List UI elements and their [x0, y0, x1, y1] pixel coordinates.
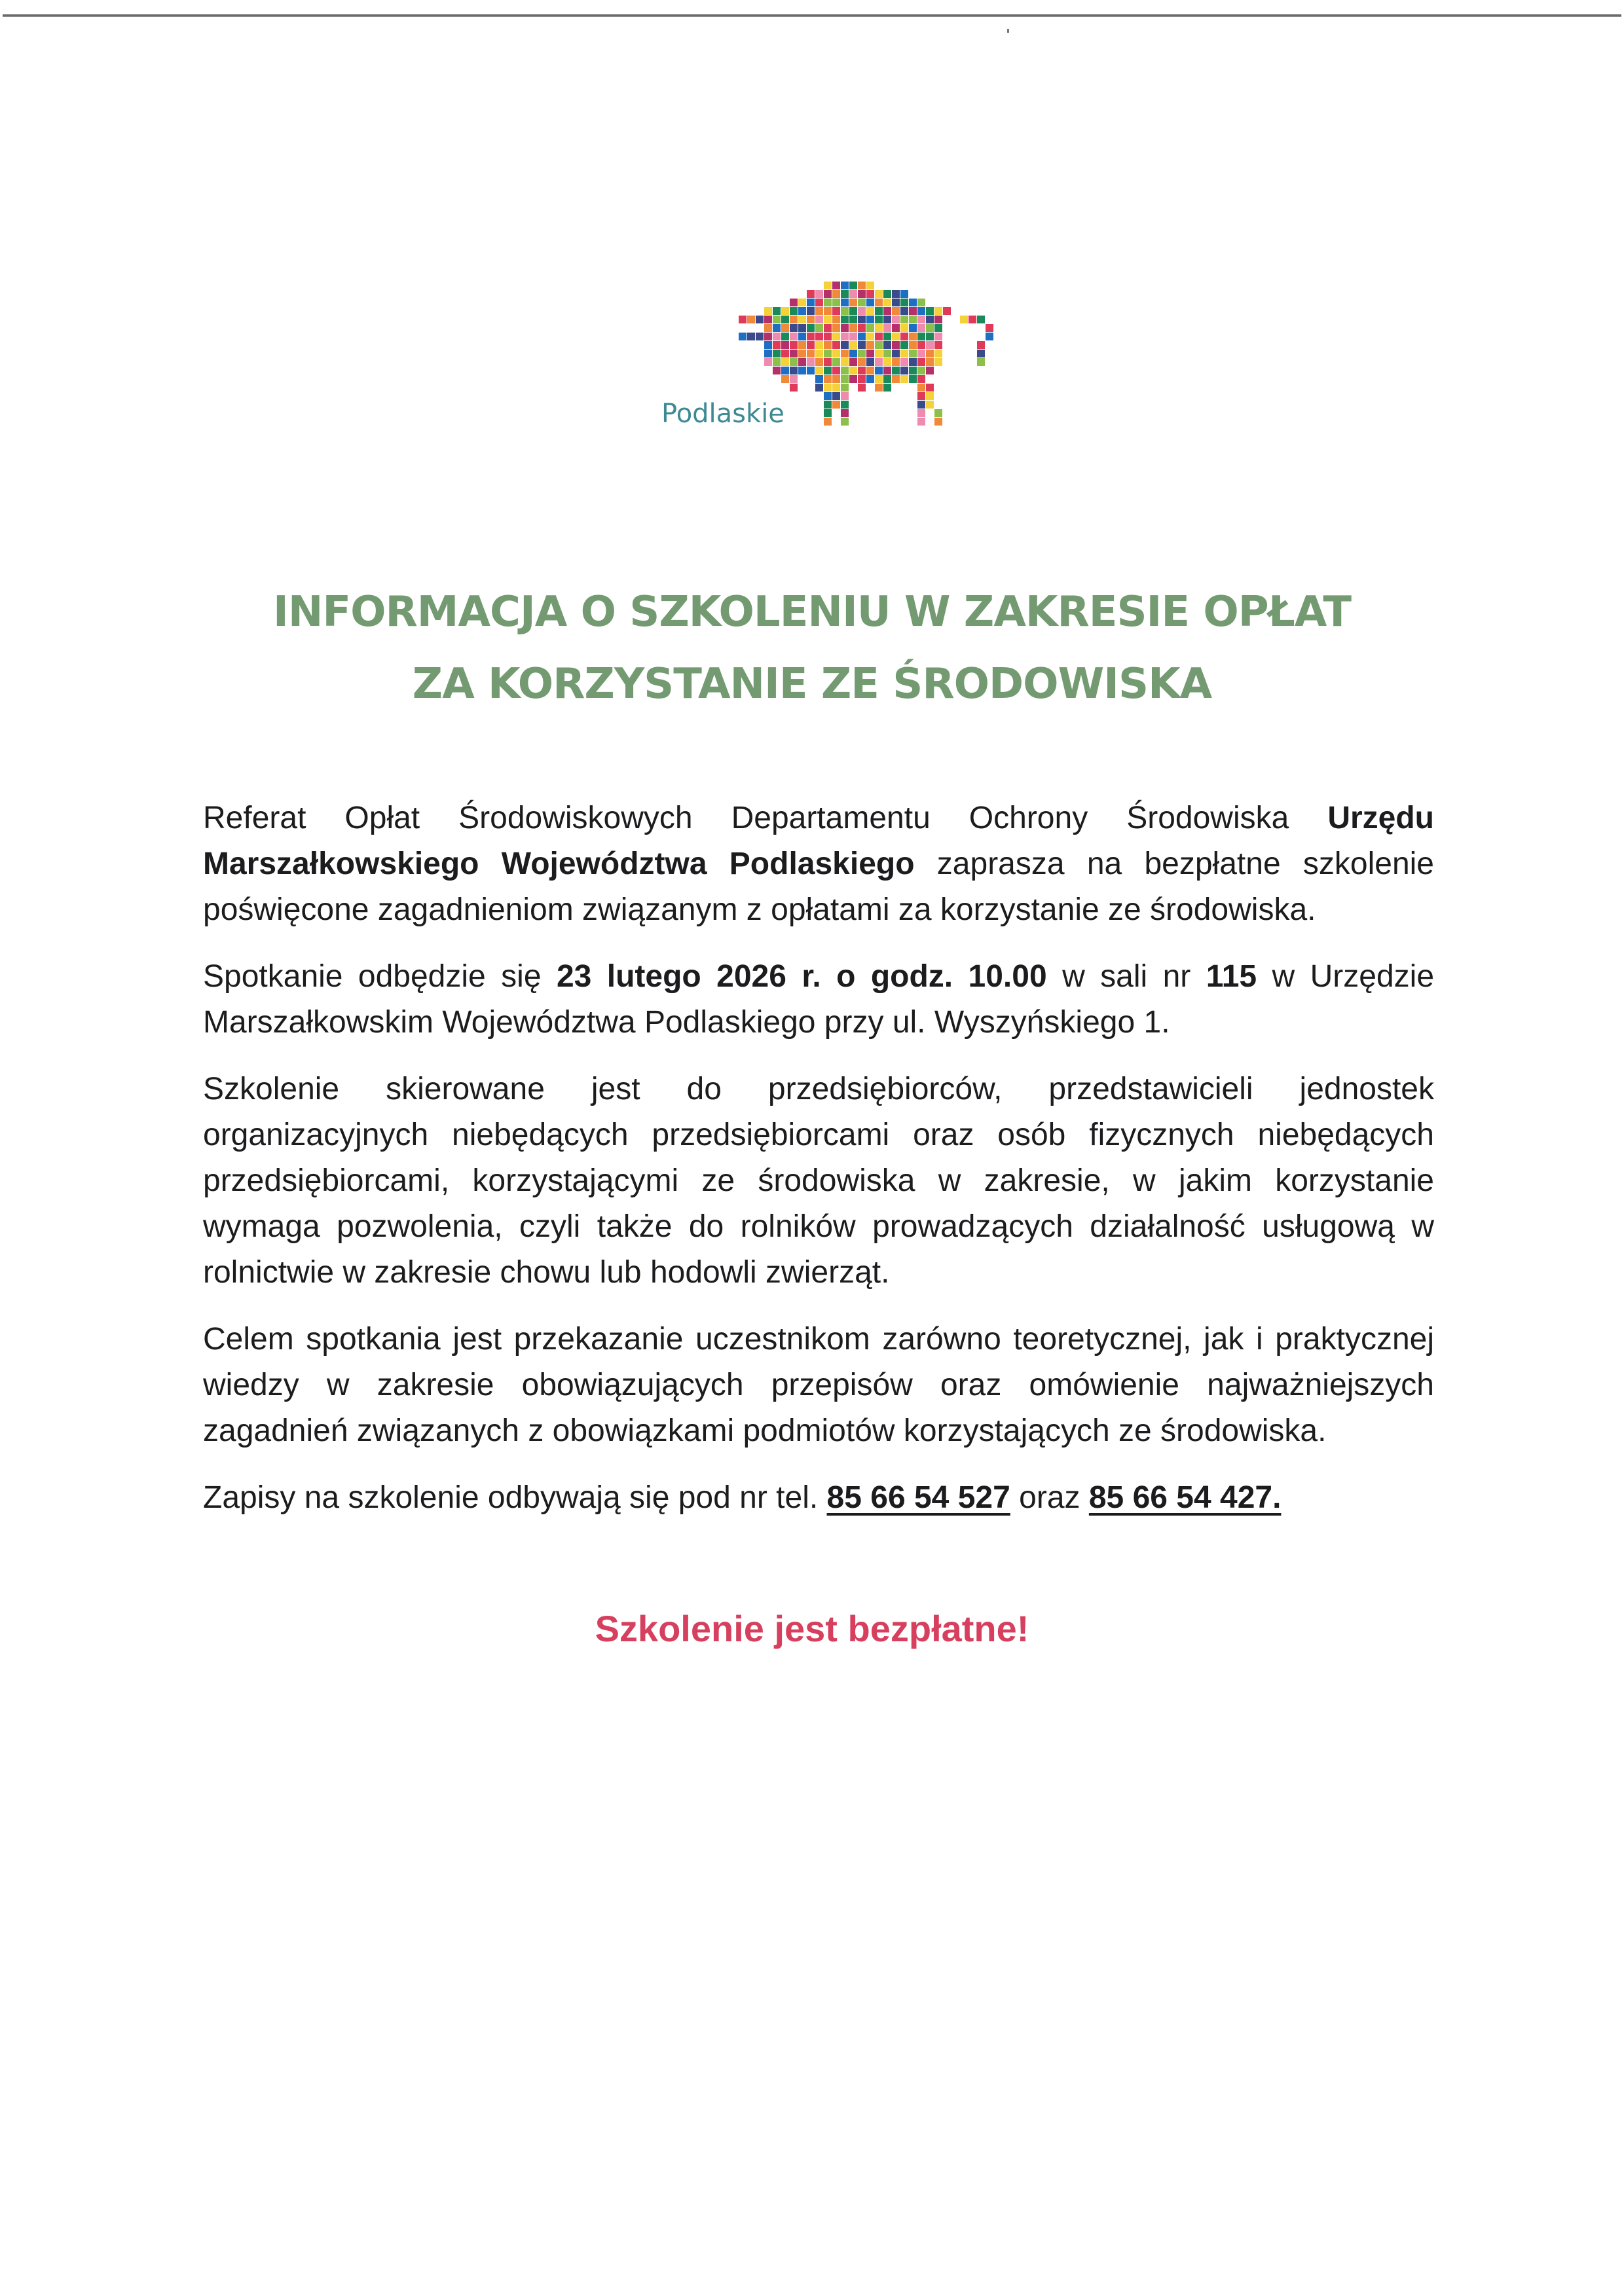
logo-pixel	[764, 350, 772, 357]
logo-pixel	[798, 324, 806, 332]
logo-pixel	[739, 333, 747, 340]
logo-pixel	[824, 299, 832, 306]
logo-pixel	[773, 367, 781, 374]
logo-pixel	[849, 324, 857, 332]
logo-pixel	[900, 324, 908, 332]
logo-pixel	[739, 316, 747, 323]
logo-pixel	[892, 367, 900, 374]
logo-pixel	[892, 341, 900, 349]
logo-pixel	[926, 333, 934, 340]
logo-pixel	[917, 333, 925, 340]
logo-pixel	[841, 290, 849, 298]
logo-pixel	[824, 341, 832, 349]
logo-pixel	[858, 384, 866, 392]
logo-pixel	[815, 316, 823, 323]
registration-conjunction: oraz	[1010, 1480, 1089, 1515]
logo-pixel	[764, 341, 772, 349]
logo-pixel	[858, 324, 866, 332]
logo-pixel	[773, 341, 781, 349]
logo-pixel	[832, 307, 840, 315]
logo-pixel	[926, 392, 934, 400]
logo-pixel	[926, 367, 934, 374]
logo-pixel	[815, 375, 823, 383]
logo-pixel	[883, 350, 891, 357]
logo-pixel	[815, 367, 823, 374]
logo-pixel	[824, 367, 832, 374]
logo-pixel	[764, 307, 772, 315]
logo-pixel	[807, 316, 815, 323]
paragraph-registration	[203, 1475, 1434, 1521]
logo-pixel	[900, 333, 908, 340]
meeting-location: w Urzędzie Marszałkowskim Województwa Podlaskiego przy ul. Wyszyńskiego 1.	[203, 959, 1435, 1040]
logo-pixel	[858, 307, 866, 315]
logo-pixel	[798, 316, 806, 323]
logo-pixel	[824, 384, 832, 392]
logo-pixel	[875, 384, 883, 392]
logo-pixel	[790, 341, 798, 349]
logo-pixel	[900, 350, 908, 357]
logo-pixel	[858, 375, 866, 383]
logo-pixel	[832, 333, 840, 340]
logo-pixel	[841, 392, 849, 400]
logo-pixel	[917, 307, 925, 315]
logo-pixel	[824, 358, 832, 366]
logo-pixel	[917, 341, 925, 349]
scan-edge-line	[3, 14, 1621, 17]
logo-pixel	[824, 401, 832, 409]
logo-pixel	[824, 282, 832, 289]
logo-pixel	[798, 307, 806, 315]
logo-pixel	[790, 350, 798, 357]
logo-pixel	[866, 350, 874, 357]
logo-pixel	[815, 290, 823, 298]
logo-pixel	[849, 341, 857, 349]
logo-pixel	[875, 341, 883, 349]
logo-pixel	[832, 392, 840, 400]
logo-pixel	[781, 358, 789, 366]
logo-pixel	[798, 341, 806, 349]
logo-pixel	[832, 350, 840, 357]
logo-pixel	[900, 375, 908, 383]
logo-pixel	[858, 341, 866, 349]
logo-pixel	[858, 316, 866, 323]
room-number: 115	[1206, 959, 1257, 994]
logo-pixel	[841, 384, 849, 392]
logo-pixel	[815, 350, 823, 357]
meeting-text-room: w sali nr	[1046, 959, 1206, 994]
logo-pixel	[849, 290, 857, 298]
logo-pixel	[960, 316, 968, 323]
logo-pixel	[917, 418, 925, 426]
logo-pixel	[815, 384, 823, 392]
logo-pixel	[934, 341, 942, 349]
logo-pixel	[807, 367, 815, 374]
logo-pixel	[892, 375, 900, 383]
logo-pixel	[781, 375, 789, 383]
logo-pixel	[875, 316, 883, 323]
logo-pixel	[892, 307, 900, 315]
logo-pixel	[917, 384, 925, 392]
meeting-datetime: 23 lutego 2026 r. o godz. 10.00	[556, 959, 1047, 994]
logo-pixel	[875, 307, 883, 315]
invitation-text: Referat Opłat Środowiskowych Departamentu Ochrony Środowiska	[203, 801, 1328, 835]
logo-pixel	[900, 358, 908, 366]
logo-pixel	[841, 316, 849, 323]
logo-pixel	[917, 392, 925, 400]
logo-pixel	[841, 409, 849, 417]
logo-pixel	[832, 367, 840, 374]
logo-pixel	[764, 358, 772, 366]
logo-pixel	[926, 358, 934, 366]
logo-pixel	[892, 290, 900, 298]
logo-pixel	[841, 401, 849, 409]
logo-pixel	[892, 350, 900, 357]
logo-pixel	[807, 324, 815, 332]
logo-pixel	[866, 299, 874, 306]
logo-pixel	[807, 350, 815, 357]
logo-pixel	[832, 299, 840, 306]
logo-pixel	[773, 333, 781, 340]
logo-pixel	[824, 333, 832, 340]
logo-pixel	[841, 299, 849, 306]
paragraph-meeting-details	[203, 954, 1434, 1046]
office-name: Urzędu Marszałkowskiego Województwa Podlaskiego	[203, 801, 1434, 881]
logo-pixel	[934, 350, 942, 357]
logo-pixel	[790, 324, 798, 332]
logo-pixel	[926, 316, 934, 323]
logo-pixel	[909, 324, 917, 332]
logo-pixel	[977, 316, 985, 323]
logo-pixel	[790, 384, 798, 392]
logo-pixel	[773, 358, 781, 366]
logo-pixel	[883, 367, 891, 374]
logo-pixel	[883, 333, 891, 340]
logo-pixel	[756, 316, 764, 323]
logo-pixel	[858, 333, 866, 340]
logo-pixel	[858, 290, 866, 298]
logo-label: Podlaskie	[661, 399, 784, 429]
logo-pixel	[815, 307, 823, 315]
logo-pixel	[849, 350, 857, 357]
logo-pixel	[892, 299, 900, 306]
logo-pixel	[841, 350, 849, 357]
logo-pixel	[858, 282, 866, 289]
logo-pixel	[781, 333, 789, 340]
logo-pixel	[883, 299, 891, 306]
logo-pixel	[977, 350, 985, 357]
logo-pixel	[747, 333, 755, 340]
logo-pixel	[866, 307, 874, 315]
logo-pixel	[866, 316, 874, 323]
logo-pixel	[832, 401, 840, 409]
logo-pixel	[824, 409, 832, 417]
logo-pixel	[909, 375, 917, 383]
logo-pixel	[798, 333, 806, 340]
logo-pixel	[900, 290, 908, 298]
logo-pixel	[832, 324, 840, 332]
logo-pixel	[858, 350, 866, 357]
logo-pixel	[841, 333, 849, 340]
scan-speck	[1007, 29, 1009, 33]
logo-pixel	[883, 307, 891, 315]
logo-pixel	[866, 367, 874, 374]
logo-pixel	[986, 324, 993, 332]
logo-pixel	[773, 350, 781, 357]
logo-pixel	[747, 316, 755, 323]
logo-pixel	[841, 358, 849, 366]
logo-pixel	[858, 367, 866, 374]
logo-pixel	[790, 358, 798, 366]
logo-pixel	[773, 324, 781, 332]
logo-pixel	[756, 333, 764, 340]
logo-pixel	[866, 375, 874, 383]
logo-pixel	[934, 333, 942, 340]
logo-pixel	[934, 307, 942, 315]
logo-pixel	[815, 324, 823, 332]
logo-pixel	[917, 375, 925, 383]
logo-pixel	[917, 350, 925, 357]
logo-pixel	[883, 375, 891, 383]
logo-pixel	[798, 299, 806, 306]
logo-pixel	[824, 418, 832, 426]
logo-pixel	[926, 307, 934, 315]
logo-pixel	[934, 418, 942, 426]
logo-pixel	[824, 375, 832, 383]
logo-pixel	[824, 307, 832, 315]
logo-pixel	[926, 384, 934, 392]
logo-pixel	[866, 282, 874, 289]
logo-pixel	[926, 350, 934, 357]
document-title	[0, 576, 1624, 720]
logo-pixel	[977, 358, 985, 366]
logo-pixel	[807, 358, 815, 366]
logo-pixel	[841, 375, 849, 383]
logo-pixel	[909, 358, 917, 366]
logo-pixel	[849, 299, 857, 306]
logo-pixel	[773, 307, 781, 315]
logo-pixel	[807, 299, 815, 306]
logo-pixel	[892, 324, 900, 332]
logo-pixel	[849, 307, 857, 315]
logo-pixel	[934, 324, 942, 332]
logo-pixel	[934, 316, 942, 323]
title-line-2: ZA KORZYSTANIE ZE ŚRODOWISKA	[412, 660, 1212, 708]
logo-pixel	[824, 316, 832, 323]
logo-pixel	[875, 299, 883, 306]
logo-pixel	[790, 375, 798, 383]
logo-pixel	[883, 316, 891, 323]
logo-pixel	[909, 299, 917, 306]
logo-pixel	[909, 333, 917, 340]
logo-pixel	[849, 358, 857, 366]
logo-pixel	[815, 299, 823, 306]
logo-pixel	[875, 333, 883, 340]
logo-pixel	[790, 316, 798, 323]
logo-pixel	[875, 324, 883, 332]
logo-pixel	[934, 358, 942, 366]
logo-pixel	[926, 324, 934, 332]
logo-pixel	[764, 316, 772, 323]
logo-pixel	[764, 333, 772, 340]
logo-pixel	[832, 358, 840, 366]
logo-pixel	[832, 341, 840, 349]
logo-pixel	[764, 324, 772, 332]
paragraph-audience: Szkolenie skierowane jest do przedsiębiorców, przedstawicieli jednostek organizacyjnych niebędących przedsiębiorcami oraz osób fizycznych niebędących przedsiębiorcami, korzystającymi ze środowiska w zakresie, w jakim korzystanie wymaga pozwolenia, czyli także do rolników prowadzących działalność usługową w rolnictwie w zakresie chowu lub hodowli zwierząt.	[203, 1072, 1434, 1290]
logo-pixel	[832, 384, 840, 392]
logo-pixel	[841, 341, 849, 349]
logo-pixel	[781, 324, 789, 332]
logo-pixel	[883, 324, 891, 332]
invitation-text-cont: zaprasza na bezpłatne szkolenie poświęcone zagadnieniom związanym z opłatami za korzystanie ze środowiska.	[203, 847, 1435, 927]
logo-pixel	[909, 316, 917, 323]
logo-pixel	[917, 324, 925, 332]
logo-pixel	[849, 333, 857, 340]
logo-pixel	[866, 358, 874, 366]
logo-pixel	[926, 341, 934, 349]
document-body	[203, 795, 1434, 1542]
meeting-text: Spotkanie odbędzie się	[203, 959, 557, 994]
logo-pixel	[824, 350, 832, 357]
logo-pixel	[858, 299, 866, 306]
logo-pixel	[841, 367, 849, 374]
logo-pixel	[849, 375, 857, 383]
logo-pixel	[883, 358, 891, 366]
logo-pixel	[841, 324, 849, 332]
logo-pixel	[909, 307, 917, 315]
logo-pixel	[832, 316, 840, 323]
podlaskie-logo	[661, 275, 976, 439]
logo-pixel	[824, 324, 832, 332]
logo-pixel	[917, 358, 925, 366]
logo-pixel	[866, 324, 874, 332]
logo-pixel	[883, 341, 891, 349]
phone-number-1[interactable]: 85 66 54 527	[826, 1480, 1010, 1515]
logo-pixel	[841, 282, 849, 289]
logo-pixel	[892, 333, 900, 340]
logo-pixel	[917, 409, 925, 417]
logo-pixel	[849, 367, 857, 374]
logo-pixel	[892, 358, 900, 366]
logo-pixel	[798, 358, 806, 366]
logo-pixel	[875, 290, 883, 298]
logo-pixel	[883, 290, 891, 298]
logo-pixel	[781, 307, 789, 315]
logo-pixel	[815, 341, 823, 349]
logo-pixel	[841, 418, 849, 426]
logo-pixel	[917, 299, 925, 306]
registration-text: Zapisy na szkolenie odbywają się pod nr tel.	[203, 1480, 827, 1515]
logo-pixel	[986, 333, 993, 340]
logo-pixel	[849, 316, 857, 323]
logo-pixel	[798, 350, 806, 357]
logo-pixel	[892, 316, 900, 323]
logo-pixel	[977, 341, 985, 349]
logo-pixel	[858, 358, 866, 366]
logo-pixel	[790, 307, 798, 315]
logo-pixel	[909, 367, 917, 374]
logo-pixel	[900, 367, 908, 374]
logo-pixel	[934, 409, 942, 417]
logo-pixel	[832, 375, 840, 383]
logo-pixel	[807, 290, 815, 298]
phone-number-2[interactable]: 85 66 54 427.	[1088, 1480, 1282, 1515]
logo-pixel	[807, 333, 815, 340]
paragraph-invitation	[203, 795, 1434, 933]
logo-pixel	[900, 299, 908, 306]
logo-pixel	[917, 401, 925, 409]
logo-pixel	[917, 316, 925, 323]
logo-pixel	[807, 307, 815, 315]
logo-pixel	[790, 367, 798, 374]
logo-pixel	[773, 316, 781, 323]
logo-pixel	[909, 350, 917, 357]
logo-pixel	[781, 367, 789, 374]
logo-pixel	[909, 341, 917, 349]
logo-pixel	[926, 401, 934, 409]
logo-pixel	[832, 282, 840, 289]
logo-pixel	[866, 333, 874, 340]
logo-pixel	[900, 316, 908, 323]
logo-pixel	[815, 333, 823, 340]
logo-pixel	[875, 358, 883, 366]
logo-pixel	[807, 341, 815, 349]
logo-pixel	[900, 307, 908, 315]
logo-pixel	[875, 375, 883, 383]
logo-pixel	[841, 307, 849, 315]
logo-pixel	[781, 316, 789, 323]
logo-pixel	[969, 316, 976, 323]
title-line-1: INFORMACJA O SZKOLENIU W ZAKRESIE OPŁAT	[273, 588, 1351, 636]
logo-pixel	[798, 367, 806, 374]
logo-pixel	[781, 341, 789, 349]
logo-pixel	[781, 350, 789, 357]
logo-pixel	[849, 282, 857, 289]
logo-pixel	[824, 392, 832, 400]
logo-pixel	[875, 367, 883, 374]
logo-pixel	[815, 358, 823, 366]
logo-pixel	[875, 350, 883, 357]
logo-pixel	[900, 341, 908, 349]
logo-pixel	[883, 384, 891, 392]
logo-pixel	[917, 367, 925, 374]
paragraph-purpose: Celem spotkania jest przekazanie uczestnikom zarówno teoretycznej, jak i praktycznej wiedzy w zakresie obowiązujących przepisów oraz omówienie najważniejszych zagadnień związanych z obowiązkami podmiotów korzystających ze środowiska.	[203, 1322, 1434, 1448]
free-training-note: Szkolenie jest bezpłatne!	[595, 1608, 1029, 1649]
logo-pixel	[832, 290, 840, 298]
logo-pixel	[790, 333, 798, 340]
logo-pixel	[866, 341, 874, 349]
logo-pixel	[824, 290, 832, 298]
logo-pixel	[790, 299, 798, 306]
logo-pixel	[866, 290, 874, 298]
logo-pixel	[943, 307, 951, 315]
